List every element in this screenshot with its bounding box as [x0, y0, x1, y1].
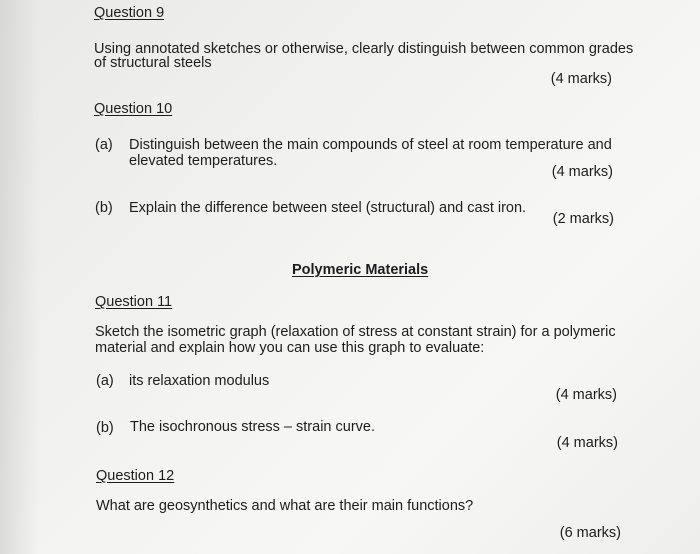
q10-b-label: (b)	[95, 200, 113, 216]
page-shadow	[0, 0, 40, 554]
q10-a-text-line1: Distinguish between the main compounds of steel at room temperature and	[129, 137, 612, 153]
q11-a-label: (a)	[96, 373, 114, 389]
q9-text-line2: of structural steels	[94, 55, 212, 71]
q11-text-line1: Sketch the isometric graph (relaxation of stress at constant strain) for a polymeric	[95, 324, 616, 340]
section-title: Polymeric Materials	[292, 262, 429, 278]
q11-text-line2: material and explain how you can use this graph to evaluate:	[95, 340, 485, 356]
q10-a-text-line2: elevated temperatures.	[129, 153, 278, 169]
q11-a-text: its relaxation modulus	[129, 373, 270, 389]
q11-b-text: The isochronous stress – strain curve.	[130, 419, 375, 435]
q11-heading: Question 11	[95, 294, 173, 310]
q11-a-marks: (4 marks)	[555, 387, 617, 403]
q10-a-marks: (4 marks)	[551, 164, 613, 180]
q9-marks: (4 marks)	[550, 71, 612, 87]
q10-b-text: Explain the difference between steel (structural) and cast iron.	[129, 200, 527, 216]
q12-marks: (6 marks)	[559, 525, 621, 541]
q11-b-marks: (4 marks)	[556, 435, 618, 451]
q10-heading: Question 10	[94, 101, 173, 117]
q9-heading: Question 9	[94, 5, 165, 21]
q9-text-line1: Using annotated sketches or otherwise, clearly distinguish between common grades	[94, 41, 634, 57]
q10-a-label: (a)	[95, 137, 113, 153]
q12-heading: Question 12	[96, 468, 175, 484]
q12-text: What are geosynthetics and what are their main functions?	[96, 498, 474, 514]
q10-b-marks: (2 marks)	[552, 211, 614, 227]
q11-b-label: (b)	[96, 420, 114, 436]
